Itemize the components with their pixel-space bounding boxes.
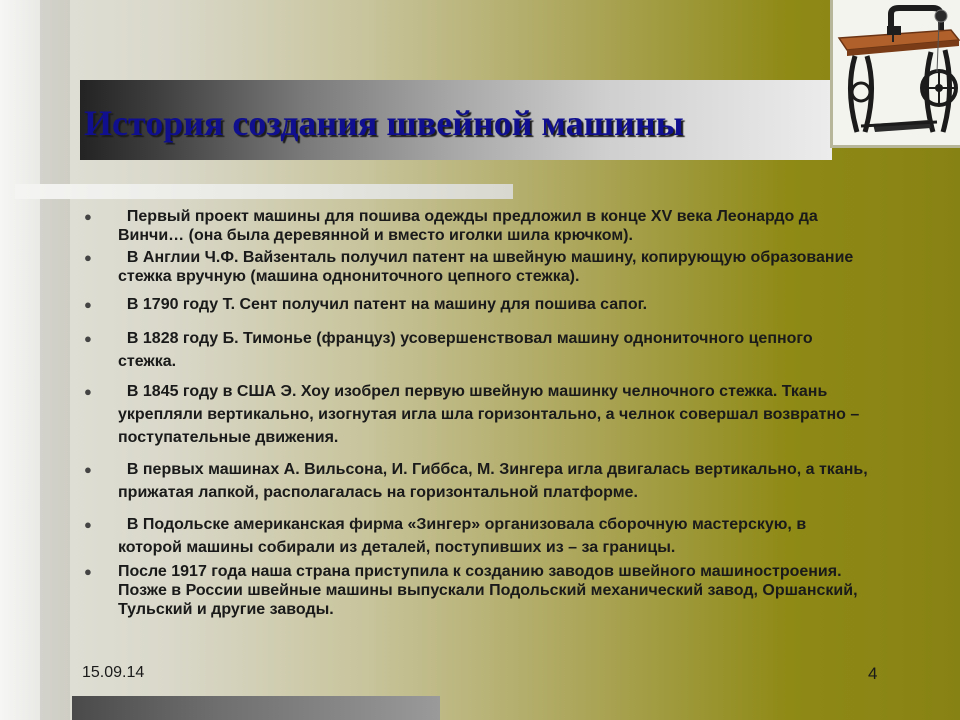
bullet-icon: ●: [84, 384, 92, 399]
list-item-text: После 1917 года наша страна приступила к созданию заводов швейного машиностроения. Позже в России швейные машины выпускали Подольский механический завод, Оршанский, Тульский и другие заводы.: [118, 563, 862, 618]
list-item: [82, 295, 872, 314]
list-item: [82, 513, 872, 559]
footer-date: 15.09.14: [82, 664, 145, 681]
bullet-icon: ●: [84, 517, 92, 532]
sewing-machine-icon: [833, 0, 960, 145]
list-item-text: В 1790 году Т. Сент получил патент на машину для пошива сапог.: [118, 296, 648, 313]
bullet-icon: ●: [84, 297, 92, 312]
sewing-machine-image: [830, 0, 960, 148]
list-item: [82, 380, 872, 449]
bullet-list: [82, 207, 872, 619]
list-item-text: В 1828 году Б. Тимонье (француз) усовершенствовал машину однониточного цепного стежка.: [118, 330, 818, 370]
decor-bar: [15, 184, 513, 199]
list-item: [82, 562, 872, 619]
list-item-text: В Англии Ч.Ф. Вайзенталь получил патент на швейную машину, копирующую образование стежка вручную (машина однониточного цепного стежка).: [118, 249, 858, 285]
bullet-icon: ●: [84, 250, 92, 265]
list-item: [82, 458, 872, 504]
list-item: [82, 327, 872, 373]
list-item-text: В 1845 году в США Э. Хоу изобрел первую швейную машинку челночного стежка. Ткань укрепляли вертикально, изогнутая игла шла горизонтально, а челнок совершал возвратно – поступательные движения.: [118, 383, 864, 446]
bullet-icon: ●: [84, 331, 92, 346]
page-number: 4: [868, 664, 878, 683]
bullet-icon: ●: [84, 209, 92, 224]
bullet-icon: ●: [84, 564, 92, 579]
list-item: [82, 207, 872, 245]
left-decor-strip-inner: [40, 0, 70, 720]
list-item: [82, 248, 872, 286]
bullet-icon: ●: [84, 462, 92, 477]
bottom-decor-bar: [72, 696, 440, 720]
list-item-text: В первых машинах А. Вильсона, И. Гиббса, М. Зингера игла двигалась вертикально, а ткань, прижатая лапкой, располагалась на горизонтальной платформе.: [118, 461, 873, 501]
left-decor-strip: [0, 0, 40, 720]
list-item-text: Первый проект машины для пошива одежды предложил в конце XV века Леонардо да Винчи… (она была деревянной и вместо иголки шила крючком).: [118, 208, 823, 244]
list-item-text: В Подольске американская фирма «Зингер» организовала сборочную мастерскую, в которой машины собирали из деталей, поступивших из – за границы.: [118, 516, 811, 556]
slide-title: История создания швейной машины: [84, 103, 684, 143]
